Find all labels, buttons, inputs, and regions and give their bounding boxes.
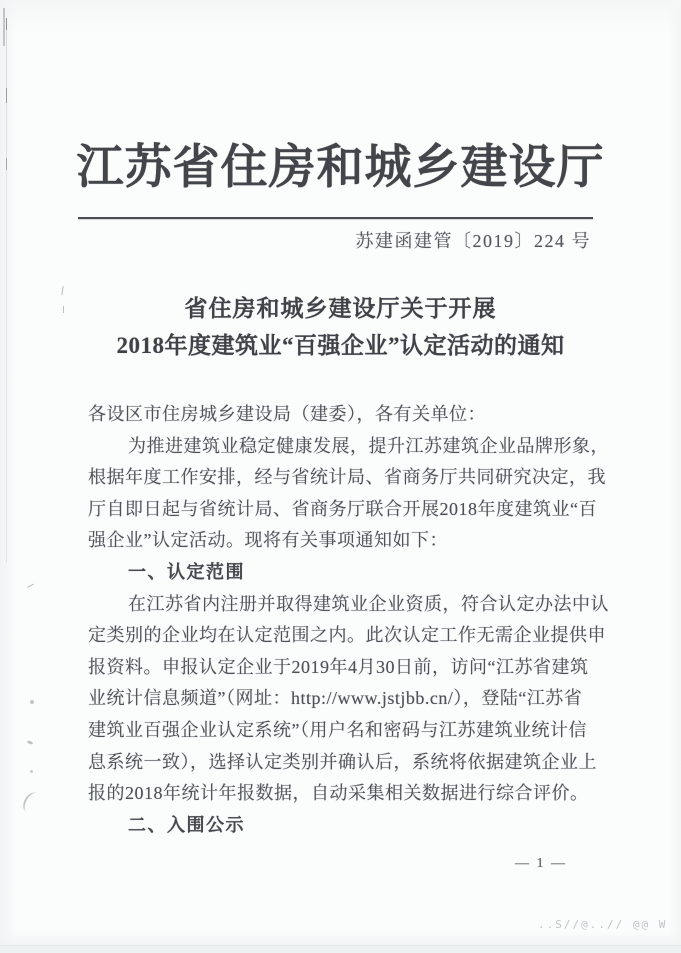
body-line: 报资料。申报认定企业于2019年4月30日前，访问“江苏省建筑: [88, 656, 589, 677]
scan-artifact-speck: [27, 584, 36, 592]
body-line: 定类别的企业均在认定范围之内。此次认定工作无需企业提供申: [88, 625, 606, 646]
body-line: 息系统一致），选择认定类别并确认后，系统将依据建筑企业上: [88, 751, 597, 772]
scan-artifact-bottom-shade: [0, 945, 681, 953]
body-line: 建筑业百强企业认定系统”（用户名和密码与江苏建筑业统计信: [88, 719, 587, 740]
scan-artifact-speck: [30, 770, 33, 773]
section-heading: 二、入围公示: [128, 814, 245, 835]
letterhead-title: 江苏省住房和城乡建设厅: [76, 142, 605, 194]
body-line: 强企业”认定活动。现将有关事项通知如下：: [88, 530, 448, 551]
scan-artifact-squiggle: [20, 790, 44, 817]
scan-watermark: ..S//@..// @@ W: [538, 918, 668, 931]
body-line: 根据年度工作安排，经与省统计局、省商务厅共同研究决定，我: [88, 467, 606, 488]
body-line: 在江苏省内注册并取得建筑业企业资质，符合认定办法中认: [128, 593, 609, 614]
section-heading: 一、认定范围: [128, 561, 245, 582]
letterhead-divider: [78, 217, 593, 219]
notice-title-line-1: 省住房和城乡建设厅关于开展: [184, 296, 497, 321]
document-number: 苏建函建管〔2019〕224 号: [355, 231, 591, 251]
body-line: 报的2018年统计年报数据，自动采集相关数据进行综合评价。: [88, 783, 589, 804]
notice-title: [0, 290, 681, 364]
body-line: 厅自即日起与省统计局、省商务厅联合开展2018年度建筑业“百: [88, 498, 597, 519]
scan-artifact-speck: [30, 700, 34, 704]
scan-artifact-corner-tick: [3, 8, 5, 46]
body-line: 为推进建筑业稳定健康发展，提升江苏建筑企业品牌形象，: [128, 435, 609, 456]
body-line: 业统计信息频道”（网址：http://www.jstjbb.cn/），登陆“江苏省: [88, 688, 583, 709]
page-number: — 1 —: [515, 856, 567, 871]
notice-body: [88, 399, 609, 841]
body-line: 各设区市住房城乡建设局（建委），各有关单位：: [88, 404, 486, 424]
scan-artifact-speck: [27, 740, 34, 745]
notice-title-line-2: 2018年度建筑业“百强企业”认定活动的通知: [116, 333, 565, 358]
